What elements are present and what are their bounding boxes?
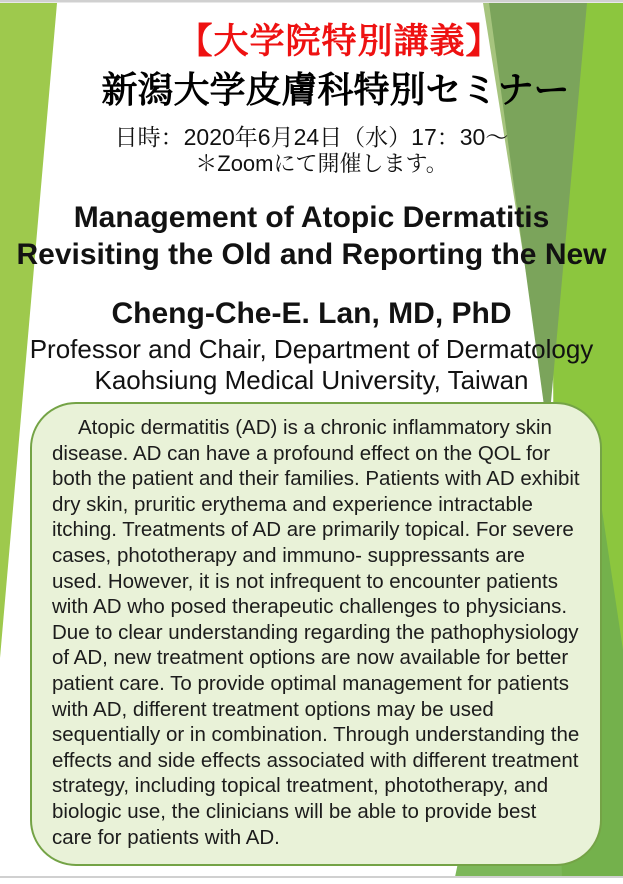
speaker-name: Cheng-Che-E. Lan, MD, PhD — [111, 297, 512, 330]
lecture-title-line1: Management of Atopic Dermatitis — [73, 201, 550, 234]
abstract-text: Atopic dermatitis (AD) is a chronic inflammatory skin disease. AD can have a profound effect on the QOL for both the patient and their families. Patients with AD exhibit dry skin, pruritic erythema and experience intractable itching. Treatments of AD are primarily topical. For severe cases, phototherapy and immuno- suppressants are used. However, it is not infrequent to encounter patients with AD who posed therapeutic challenges to physicians. Due to clear understanding regarding the pathophysiology of AD, new treatment options are now available for better patient care. To provide optimal management for patients with AD, different treatment options may be used sequentially or in combination. Through understanding the effects and side effects associated with different treatment strategy, including topical treatment, phototherapy, and biologic use, the clinicians will be able to provide best care for patients with AD. — [52, 416, 580, 849]
zoom-note: ＊Zoomにて開催します。 — [195, 151, 448, 176]
seminar-title: 新潟大学皮膚科特別セミナー — [101, 69, 570, 110]
speaker-affiliation: Kaohsiung Medical University, Taiwan — [94, 365, 529, 395]
abstract-box — [30, 402, 602, 866]
speaker-role: Professor and Chair, Department of Dermatology — [29, 334, 594, 364]
datetime-text: 日時：2020年6月24日（水）17：30～ — [114, 124, 509, 150]
lecture-tag-title: 【大学院特別講義】 — [177, 22, 502, 61]
lecture-title-line2: Revisiting the Old and Reporting the New — [16, 238, 607, 271]
